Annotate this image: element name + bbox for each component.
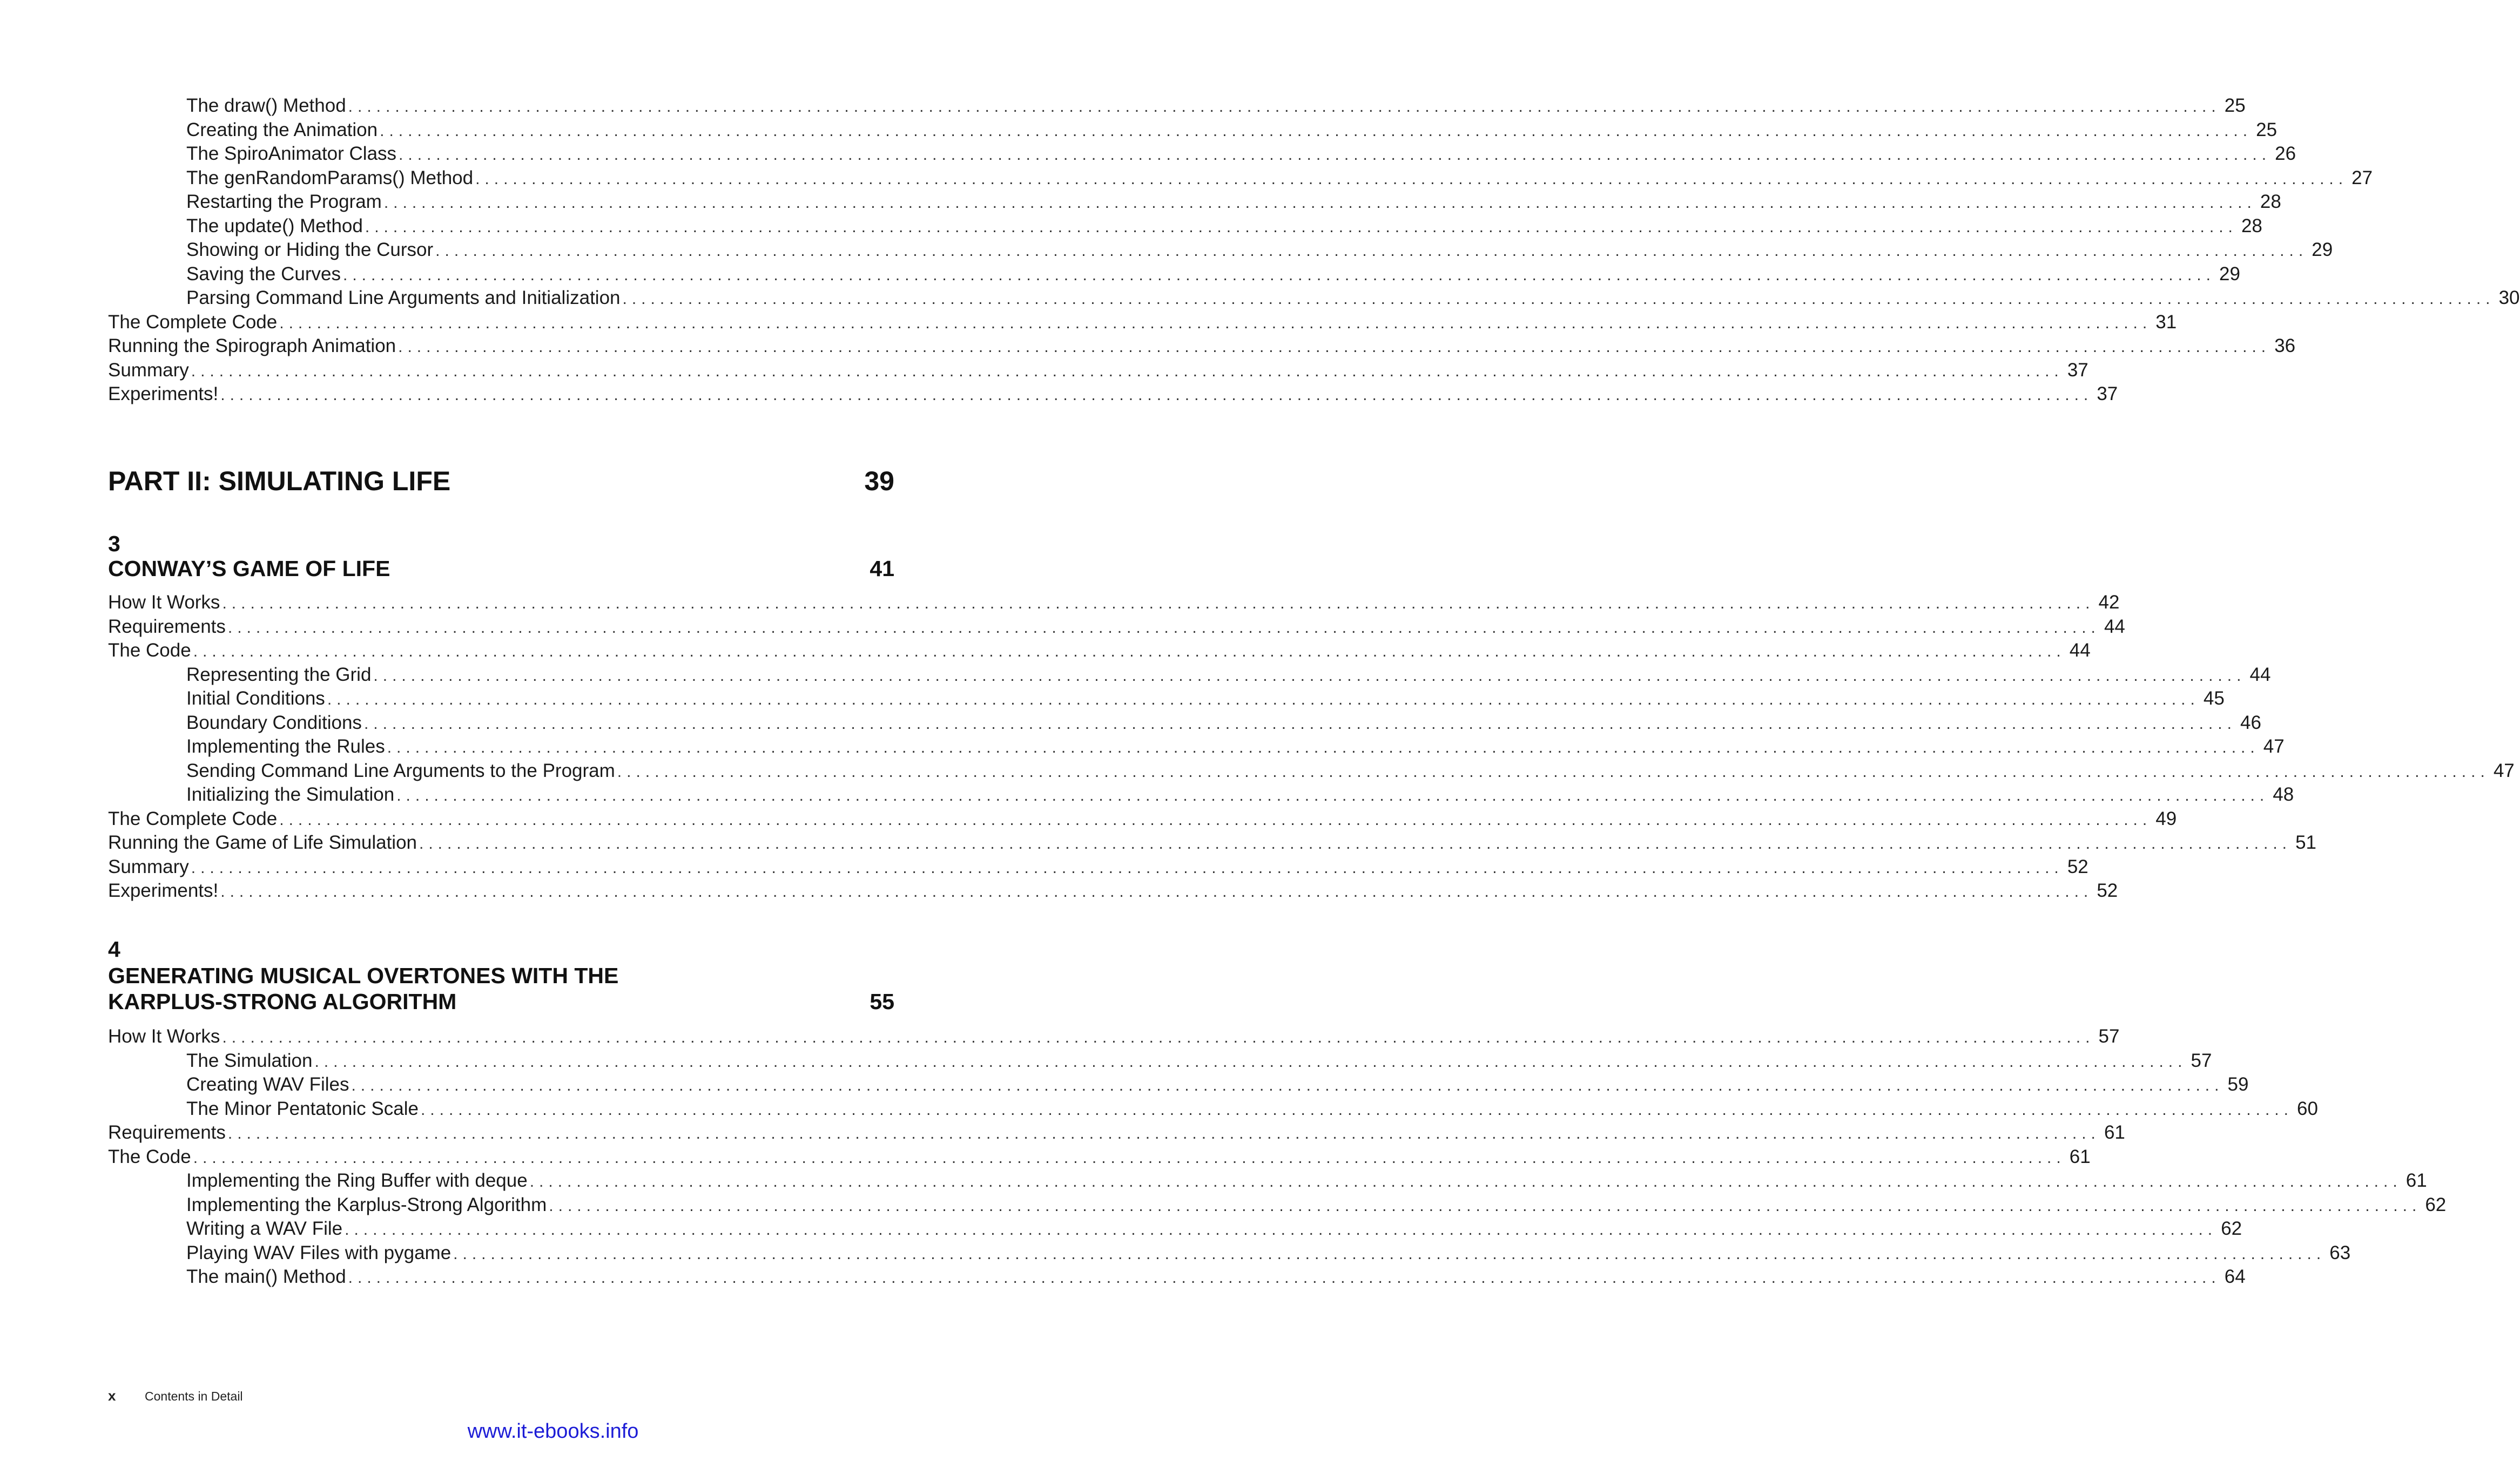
toc-entry-page-number: 63 [2329,1242,2351,1263]
toc-entry-title: The Complete Code [108,311,278,333]
toc-section-chapter2-continued [108,94,2520,407]
toc-entry[interactable] [108,1145,2091,1169]
toc-entry-title: Creating WAV Files [186,1074,349,1095]
toc-entry-page-number: 29 [2312,239,2333,260]
toc-entry-page-number: 45 [2203,688,2225,709]
toc-entry-page-number: 42 [2098,592,2120,613]
chapter-3-title: CONWAY’S GAME OF LIFE [108,556,390,581]
toc-entry[interactable] [108,1217,2242,1241]
toc-entry-title: The Simulation [186,1050,313,1071]
toc-entry-page-number: 25 [2224,95,2246,116]
dot-leader: ........................................................................................................................................................................................................ [549,1196,2422,1215]
toc-entry[interactable] [108,759,2515,783]
toc-entry-title: Experiments! [108,383,219,404]
toc-entry-page-number: 52 [2067,856,2088,877]
dot-leader: ........................................................................................................................................................................................................ [387,739,2260,756]
dot-leader: ........................................................................................................................................................................................................ [453,1244,2326,1263]
toc-entry-title: The update() Method [186,215,363,236]
toc-entry[interactable] [108,166,2373,191]
dot-leader: ........................................................................................................................................................................................................ [435,242,2308,260]
toc-entry[interactable] [108,334,2296,359]
dot-leader: ........................................................................................................................................................................................................ [529,1173,2402,1191]
dot-leader: ........................................................................................................................................................................................................ [373,666,2246,685]
toc-entry-title: Initial Conditions [186,688,325,709]
toc-entry[interactable] [108,1049,2212,1073]
toc-entry[interactable] [108,214,2262,239]
chapter-3-page-number: 41 [870,556,894,581]
toc-entry[interactable] [108,286,2520,310]
dot-leader: ........................................................................................................................................................................................................ [365,218,2238,236]
toc-entry[interactable] [108,94,2246,118]
toc-entry-page-number: 28 [2260,191,2281,212]
dot-leader: ........................................................................................................................................................................................................ [227,618,2100,637]
toc-entry-title: Requirements [108,615,226,637]
toc-entry-title: Boundary Conditions [186,712,362,733]
dot-leader: ........................................................................................................................................................................................................ [314,1052,2187,1071]
toc-entry-title: Running the Game of Life Simulation [108,832,417,853]
toc-entry-page-number: 27 [2351,167,2373,188]
dot-leader: ........................................................................................................................................................................................................ [348,1269,2221,1287]
toc-entry-page-number: 60 [2297,1098,2318,1119]
dot-leader: ........................................................................................................................................................................................................ [220,883,2093,901]
toc-entry-title: Implementing the Ring Buffer with deque [186,1170,528,1191]
toc-entry[interactable] [108,663,2271,687]
toc-entry-page-number: 46 [2240,712,2261,733]
toc-entry-title: Running the Spirograph Animation [108,335,396,356]
chapter-3-number: 3 [108,531,120,556]
dot-leader: ........................................................................................................................................................................................................ [191,362,2064,380]
dot-leader: ........................................................................................................................................................................................................ [383,194,2256,212]
toc-entry-title: Requirements [108,1122,226,1143]
toc-entry-page-number: 36 [2274,335,2296,356]
chapter-4-page-number: 55 [870,989,894,1014]
dot-leader: ........................................................................................................................................................................................................ [345,1221,2218,1239]
toc-entry-title: Implementing the Rules [186,736,385,757]
toc-entry[interactable] [108,711,2261,735]
toc-entry[interactable] [108,1097,2318,1121]
toc-entry-title: Summary [108,359,189,381]
dot-leader: ........................................................................................................................................................................................................ [475,170,2348,188]
toc-entry[interactable] [108,1121,2125,1145]
toc-entry-title: Implementing the Karplus-Strong Algorithm [186,1194,547,1215]
toc-entry-page-number: 61 [2069,1146,2091,1167]
toc-entry-page-number: 44 [2249,664,2271,685]
toc-entry-page-number: 44 [2069,640,2091,661]
toc-entry-page-number: 51 [2295,832,2316,853]
toc-entry-page-number: 44 [2104,615,2125,637]
dot-leader: ........................................................................................................................................................................................................ [222,1029,2095,1046]
chapter-4-number: 4 [108,937,120,962]
toc-entry-page-number: 61 [2104,1122,2125,1143]
toc-entry-page-number: 61 [2406,1170,2427,1191]
toc-entry-page-number: 49 [2155,808,2177,829]
toc-entry-page-number: 25 [2256,119,2278,140]
toc-entry-title: Parsing Command Line Arguments and Initialization [186,287,621,308]
toc-entry-title: Playing WAV Files with pygame [186,1242,452,1263]
dot-leader: ........................................................................................................................................................................................................ [191,858,2064,877]
toc-entry-page-number: 57 [2098,1026,2120,1047]
dot-leader: ........................................................................................................................................................................................................ [327,691,2200,708]
part-title: PART II: SIMULATING LIFE [108,466,451,496]
folio-number: x [108,1388,116,1404]
toc-entry[interactable] [108,1025,2120,1049]
dot-leader: ........................................................................................................................................................................................................ [279,810,2152,829]
toc-entry-title: Creating the Animation [186,119,378,140]
dot-leader: ........................................................................................................................................................................................................ [380,121,2253,140]
toc-entry-page-number: 52 [2097,880,2118,901]
dot-leader: ........................................................................................................................................................................................................ [419,835,2292,853]
toc-entry-title: Showing or Hiding the Cursor [186,239,434,260]
chapter-4-heading [108,989,894,1014]
toc-entry-title: The genRandomParams() Method [186,167,474,188]
part-page-number: 39 [864,466,894,496]
toc-entry-page-number: 37 [2097,383,2118,404]
toc-entry[interactable] [108,382,2118,407]
toc-entry-page-number: 57 [2191,1050,2212,1071]
toc-entry[interactable] [108,591,2120,615]
toc-entry-title: The Complete Code [108,808,278,829]
toc-entry[interactable] [108,142,2296,166]
toc-entry-page-number: 62 [2425,1194,2447,1215]
toc-entry-page-number: 29 [2219,263,2240,285]
toc-entry[interactable] [108,639,2091,663]
toc-entry-title: Saving the Curves [186,263,341,285]
toc-entry-page-number: 30 [2498,287,2520,308]
toc-entry[interactable] [108,783,2294,807]
toc-entry[interactable] [108,190,2281,214]
toc-entry[interactable] [108,687,2225,711]
toc-entry[interactable] [108,735,2285,759]
toc-entry-title: The Code [108,640,191,661]
dot-leader: ........................................................................................................................................................................................................ [399,146,2272,164]
toc-entry-page-number: 37 [2067,359,2088,381]
toc-entry-page-number: 64 [2224,1266,2246,1287]
toc-entry-page-number: 26 [2275,143,2296,164]
dot-leader: ........................................................................................................................................................................................................ [622,290,2495,308]
toc-entry-title: The SpiroAnimator Class [186,143,397,164]
toc-entry[interactable] [108,855,2088,880]
part-heading [108,465,894,497]
toc-entry-page-number: 48 [2273,784,2294,805]
toc-entry-title: The Code [108,1146,191,1167]
dot-leader: ........................................................................................................................................................................................................ [420,1100,2293,1119]
toc-entry-title: Restarting the Program [186,191,382,212]
toc-entry-page-number: 31 [2155,311,2177,333]
toc-entry-title: Initializing the Simulation [186,784,395,805]
dot-leader: ........................................................................................................................................................................................................ [342,266,2215,284]
dot-leader: ........................................................................................................................................................................................................ [220,386,2093,404]
dot-leader: ........................................................................................................................................................................................................ [351,1077,2224,1094]
toc-entry[interactable] [108,1193,2447,1218]
toc-entry-title: Writing a WAV File [186,1218,343,1239]
toc-entry[interactable] [108,879,2118,903]
toc-entry[interactable] [108,238,2333,262]
toc-entry[interactable] [108,118,2278,143]
toc-entry[interactable] [108,831,2316,855]
chapter-3-heading [108,556,894,581]
toc-entry[interactable] [108,1241,2351,1266]
page-footer [108,1388,243,1404]
toc-entry-title: How It Works [108,1026,220,1047]
toc-entry-page-number: 62 [2221,1218,2242,1239]
toc-entry[interactable] [108,359,2088,383]
toc-entry-page-number: 47 [2263,736,2285,757]
toc-entry[interactable] [108,1169,2427,1193]
toc-entry-page-number: 47 [2493,760,2515,781]
toc-entry[interactable] [108,615,2125,639]
toc-entry-page-number: 28 [2241,215,2262,236]
dot-leader: ........................................................................................................................................................................................................ [193,1148,2066,1167]
dot-leader: ........................................................................................................................................................................................................ [363,714,2236,733]
dot-leader: ........................................................................................................................................................................................................ [227,1125,2100,1142]
toc-entry-title: Sending Command Line Arguments to the Program [186,760,615,781]
toc-entry[interactable] [108,807,2177,831]
dot-leader: ........................................................................................................................................................................................................ [617,762,2490,781]
toc-entry-title: The main() Method [186,1266,346,1287]
toc-entry-title: Experiments! [108,880,219,901]
toc-entry-page-number: 59 [2227,1074,2249,1095]
toc-entry-title: How It Works [108,592,220,613]
chapter-4-title-line-1: GENERATING MUSICAL OVERTONES WITH THE [108,963,619,988]
dot-leader: ........................................................................................................................................................................................................ [279,314,2152,332]
toc-section-chapter4 [108,1025,2447,1289]
dot-leader: ........................................................................................................................................................................................................ [396,787,2269,804]
running-footer-label: Contents in Detail [145,1389,243,1403]
toc-entry[interactable] [108,262,2240,287]
toc-entry-title: Representing the Grid [186,664,372,685]
toc-entry[interactable] [108,1073,2249,1097]
watermark-link[interactable]: www.it-ebooks.info [467,1420,639,1443]
dot-leader: ........................................................................................................................................................................................................ [193,642,2066,660]
dot-leader: ........................................................................................................................................................................................................ [348,98,2221,116]
toc-entry-title: Summary [108,856,189,877]
dot-leader: ........................................................................................................................................................................................................ [398,338,2271,356]
toc-entry-title: The draw() Method [186,95,346,116]
toc-entry[interactable] [108,1265,2246,1289]
chapter-4-title-line-2: KARPLUS-STRONG ALGORITHM [108,989,457,1014]
dot-leader: ........................................................................................................................................................................................................ [222,594,2095,612]
toc-section-chapter3 [108,591,2515,903]
toc-entry-title: The Minor Pentatonic Scale [186,1098,419,1119]
toc-entry[interactable] [108,310,2177,335]
